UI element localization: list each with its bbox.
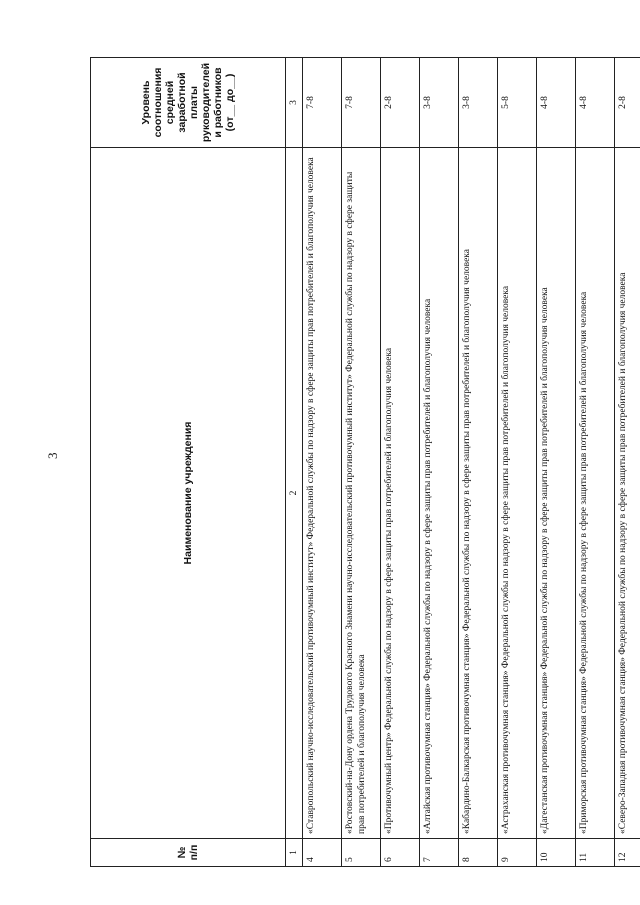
row-num: 5 (342, 839, 381, 867)
row-range: 7-8 (342, 58, 381, 148)
row-name: «Кабардино-Балкарская противочумная станция» Федеральной службы по надзору в сфере защиты прав потребителей и благополучия человека (459, 148, 498, 839)
institutions-table (90, 57, 640, 867)
row-range: 4-8 (576, 58, 615, 148)
header-level: Уровень соотношения средней заработной платы руководителей и работников (от__ до__) (91, 58, 286, 148)
row-num: 6 (381, 839, 420, 867)
row-num: 11 (576, 839, 615, 867)
row-range: 2-8 (381, 58, 420, 148)
row-name: «Ставропольский научно-исследовательский противочумный институт» Федеральной службы по надзору в сфере защиты прав потребителей и благополучия человека (303, 148, 342, 839)
header-num: № п/п (91, 839, 286, 867)
row-num: 12 (615, 839, 640, 867)
header-name: Наименование учреждения (91, 148, 286, 839)
row-num: 4 (303, 839, 342, 867)
table-row (498, 58, 537, 867)
row-name: «Противочумный центр» Федеральной службы по надзору в сфере защиты прав потребителей и благополучия человека (381, 148, 420, 839)
row-range: 4-8 (537, 58, 576, 148)
row-range: 3-8 (420, 58, 459, 148)
page-number: 3 (45, 452, 60, 459)
row-num: 9 (498, 839, 537, 867)
table-row (303, 58, 342, 867)
table-row (342, 58, 381, 867)
row-num: 7 (420, 839, 459, 867)
row-name: «Дагестанская противочумная станция» Федеральной службы по надзору в сфере защиты прав потребителей и благополучия человека (537, 148, 576, 839)
index-cell: 3 (286, 58, 303, 148)
index-cell: 2 (286, 148, 303, 839)
row-range: 3-8 (459, 58, 498, 148)
table-row (420, 58, 459, 867)
index-cell: 1 (286, 839, 303, 867)
index-row (286, 58, 303, 867)
row-name: «Ростовский-на-Дону ордена Трудового Красного Знамени научно-исследовательский противочумный институт» Федеральной службы по надзору в сфере защиты прав потребителей и благополучия человека (342, 148, 381, 839)
row-num: 8 (459, 839, 498, 867)
table-row (615, 58, 640, 867)
header-row (91, 58, 286, 867)
table-row (576, 58, 615, 867)
row-num: 10 (537, 839, 576, 867)
table-row (381, 58, 420, 867)
row-name: «Приморская противочумная станция» Федеральной службы по надзору в сфере защиты прав потребителей и благополучия человека (576, 148, 615, 839)
row-range: 7-8 (303, 58, 342, 148)
row-name: «Алтайская противочумная станция» Федеральной службы по надзору в сфере защиты прав потребителей и благополучия человека (420, 148, 459, 839)
row-range: 2-8 (615, 58, 640, 148)
row-range: 5-8 (498, 58, 537, 148)
row-name: «Астраханская противочумная станция» Федеральной службы по надзору в сфере защиты прав потребителей и благополучия человека (498, 148, 537, 839)
table-row (537, 58, 576, 867)
row-name: «Северо-Западная противочумная станция» Федеральной службы по надзору в сфере защиты прав потребителей и благополучия человека (615, 148, 640, 839)
table-row (459, 58, 498, 867)
